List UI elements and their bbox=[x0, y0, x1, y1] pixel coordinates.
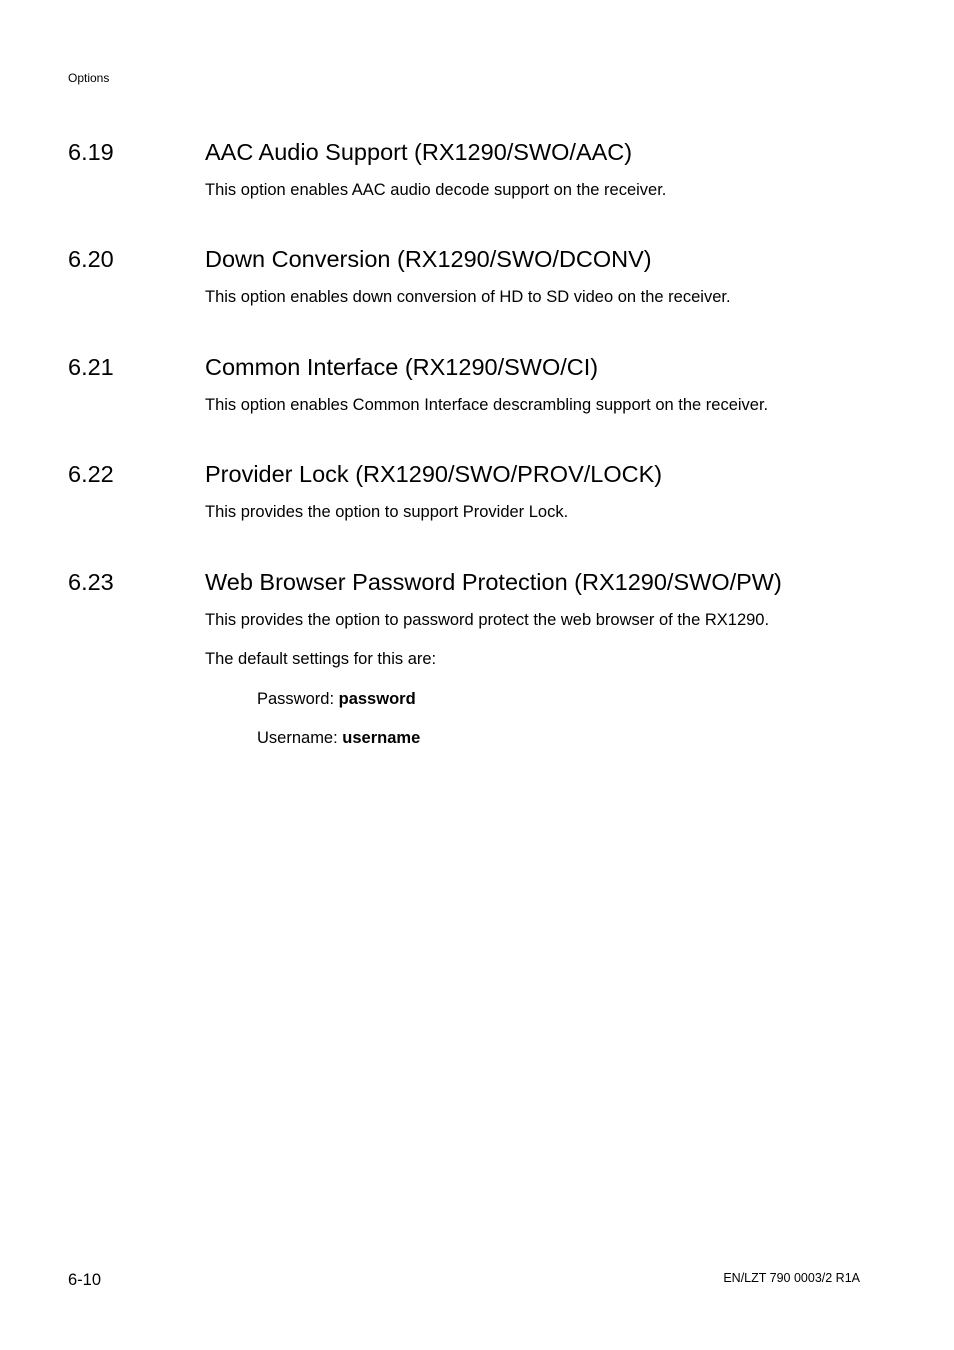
section-paragraph: This provides the option to password protect the web browser of the RX1290. bbox=[205, 611, 770, 629]
section-title: Provider Lock (RX1290/SWO/PROV/LOCK) bbox=[205, 461, 663, 487]
section-6-22 bbox=[68, 459, 888, 522]
section-heading bbox=[68, 459, 888, 489]
setting-label: Password: bbox=[257, 690, 335, 708]
section-heading bbox=[68, 567, 888, 597]
section-paragraph: This provides the option to support Provider Lock. bbox=[205, 503, 569, 521]
section-number: 6.20 bbox=[68, 246, 114, 272]
section-paragraph: This option enables down conversion of HD to SD video on the receiver. bbox=[205, 288, 731, 306]
running-header: Options bbox=[68, 71, 110, 85]
section-title: Web Browser Password Protection (RX1290/SWO/PW) bbox=[205, 569, 782, 595]
section-title: AAC Audio Support (RX1290/SWO/AAC) bbox=[205, 139, 633, 165]
section-6-19 bbox=[68, 137, 888, 200]
section-6-23 bbox=[68, 567, 888, 748]
setting-value: password bbox=[338, 690, 416, 708]
page-number: 6-10 bbox=[68, 1271, 102, 1289]
section-paragraph: This option enables Common Interface descrambling support on the receiver. bbox=[205, 396, 769, 414]
section-6-21 bbox=[68, 352, 888, 415]
default-username-setting bbox=[257, 728, 888, 748]
section-number: 6.21 bbox=[68, 354, 114, 380]
section-number: 6.19 bbox=[68, 139, 114, 165]
section-heading bbox=[68, 244, 888, 274]
section-heading bbox=[68, 352, 888, 382]
section-title: Down Conversion (RX1290/SWO/DCONV) bbox=[205, 246, 652, 272]
section-title: Common Interface (RX1290/SWO/CI) bbox=[205, 354, 599, 380]
section-heading bbox=[68, 137, 888, 167]
setting-label: Username: bbox=[257, 729, 338, 747]
section-paragraph: The default settings for this are: bbox=[205, 650, 437, 668]
setting-value: username bbox=[342, 729, 421, 747]
section-6-20 bbox=[68, 244, 888, 307]
document-id: EN/LZT 790 0003/2 R1A bbox=[723, 1271, 860, 1285]
default-password-setting bbox=[257, 689, 888, 709]
section-number: 6.23 bbox=[68, 569, 114, 595]
section-number: 6.22 bbox=[68, 461, 114, 487]
section-paragraph: This option enables AAC audio decode support on the receiver. bbox=[205, 181, 667, 199]
